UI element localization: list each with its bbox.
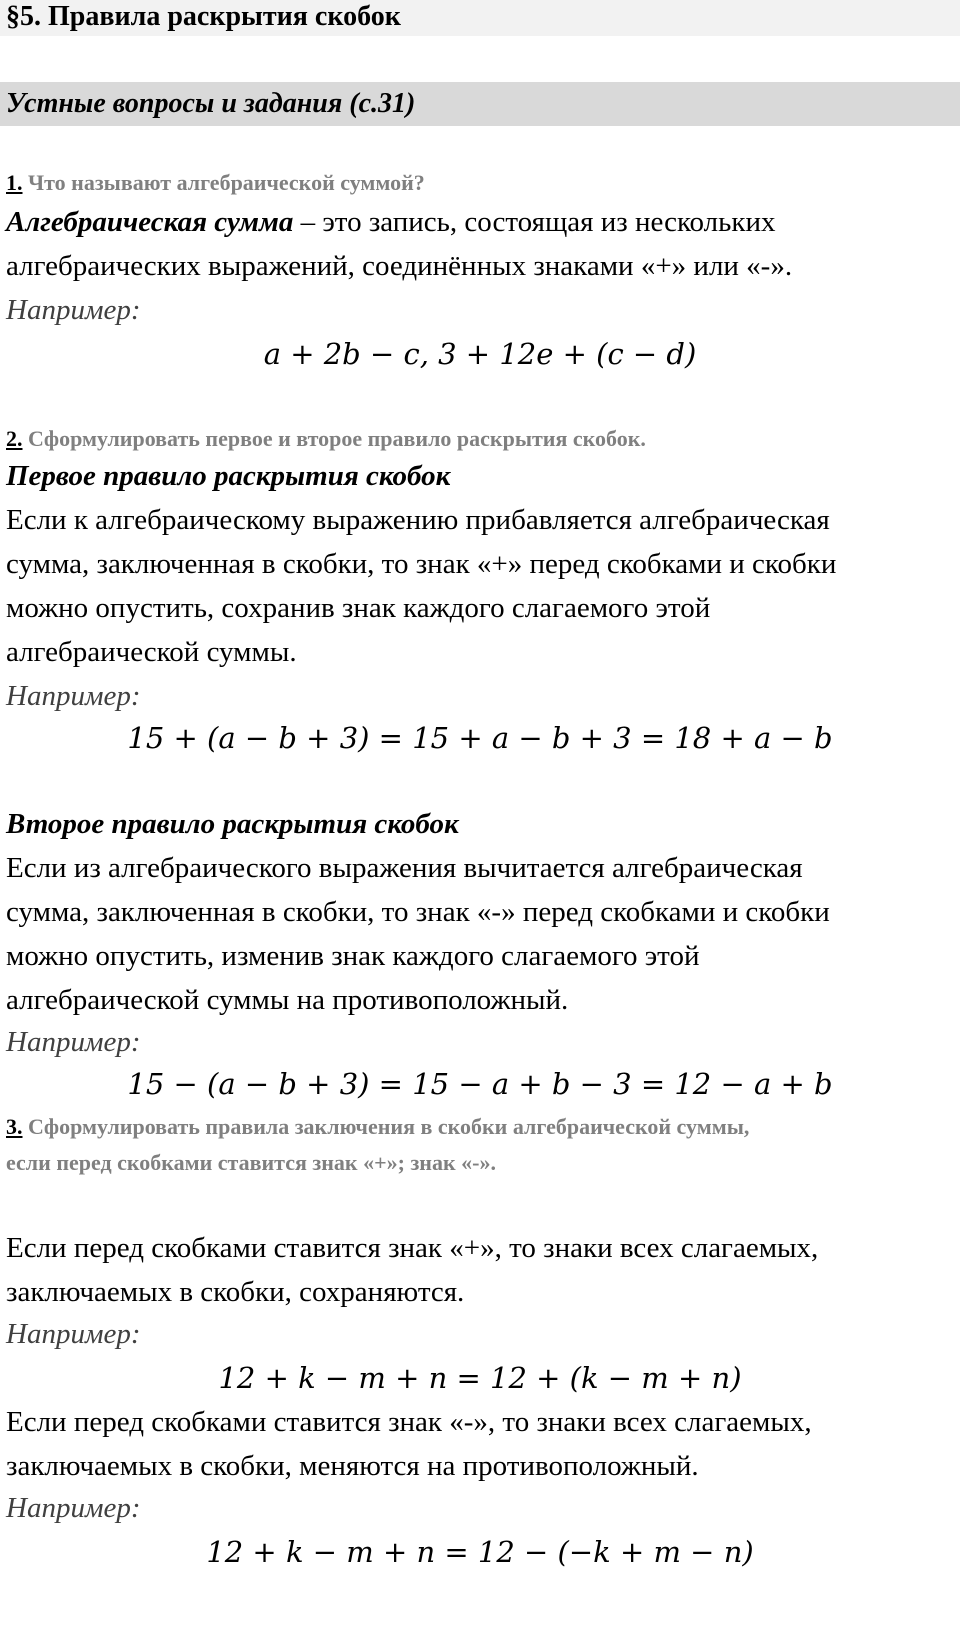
definition-term: Алгебраическая сумма xyxy=(6,206,294,238)
rule-2-line: алгебраической суммы на противоположный. xyxy=(6,984,569,1016)
question-number: 2. xyxy=(6,426,23,451)
formula-q1 xyxy=(0,332,960,376)
question-text: Сформулировать первое и второе правило раскрытия скобок. xyxy=(28,426,646,451)
question-text: Сформулировать правила заключения в скобки алгебраической суммы, xyxy=(28,1114,750,1139)
formula-text: a + 2b − c, 3 + 12e + (c − d) xyxy=(263,337,697,371)
plus-rule-line: Если перед скобками ставится знак «+», то знаки всех слагаемых, xyxy=(6,1232,819,1264)
rule-1-line: алгебраической суммы. xyxy=(6,636,297,668)
rule-1-line: можно опустить, сохранив знак каждого слагаемого этой xyxy=(6,592,711,624)
example-label: Например: xyxy=(6,294,141,326)
definition-text: – это запись, состоящая из нескольких xyxy=(293,206,776,238)
question-3 xyxy=(6,1112,749,1142)
question-3-continuation: если перед скобками ставится знак «+»; знак «-». xyxy=(6,1150,496,1175)
question-1 xyxy=(6,168,425,198)
page-title: §5. Правила раскрытия скобок xyxy=(6,1,401,32)
formula-text: 12 + k − m + n = 12 + (k − m + n) xyxy=(218,1361,742,1395)
example-label: Например: xyxy=(6,1026,141,1058)
rule-2-line: можно опустить, изменив знак каждого слагаемого этой xyxy=(6,940,700,972)
formula-text: 15 − (a − b + 3) = 15 − a + b − 3 = 12 − a + b xyxy=(127,1067,833,1101)
definition-line-1 xyxy=(6,200,775,244)
plus-rule-line: заключаемых в скобки, сохраняются. xyxy=(6,1276,465,1308)
question-text: Что называют алгебраической суммой? xyxy=(28,170,425,195)
section-subtitle: Устные вопросы и задания (с.31) xyxy=(6,88,416,119)
rule-2-line: Если из алгебраического выражения вычитается алгебраическая xyxy=(6,852,803,884)
minus-rule-line: Если перед скобками ставится знак «-», то знаки всех слагаемых, xyxy=(6,1406,812,1438)
example-label: Например: xyxy=(6,1318,141,1350)
example-label: Например: xyxy=(6,680,141,712)
definition-line-2: алгебраических выражений, соединённых знаками «+» или «-». xyxy=(6,250,793,282)
rule-1-line: сумма, заключенная в скобки, то знак «+» перед скобками и скобки xyxy=(6,548,837,580)
rule-1-line: Если к алгебраическому выражению прибавляется алгебраическая xyxy=(6,504,830,536)
formula-text: 15 + (a − b + 3) = 15 + a − b + 3 = 18 + a − b xyxy=(127,721,833,755)
minus-rule-line: заключаемых в скобки, меняются на противоположный. xyxy=(6,1450,699,1482)
rule-1-heading: Первое правило раскрытия скобок xyxy=(6,460,451,492)
question-number: 3. xyxy=(6,1114,23,1139)
question-number: 1. xyxy=(6,170,23,195)
formula-minus xyxy=(0,1530,960,1574)
formula-rule-1 xyxy=(0,716,960,760)
formula-plus xyxy=(0,1356,960,1400)
formula-rule-2 xyxy=(0,1062,960,1106)
question-2 xyxy=(6,424,646,454)
formula-text: 12 + k − m + n = 12 − (−k + m − n) xyxy=(206,1535,754,1569)
example-label: Например: xyxy=(6,1492,141,1524)
rule-2-line: сумма, заключенная в скобки, то знак «-» перед скобками и скобки xyxy=(6,896,830,928)
rule-2-heading: Второе правило раскрытия скобок xyxy=(6,808,459,840)
